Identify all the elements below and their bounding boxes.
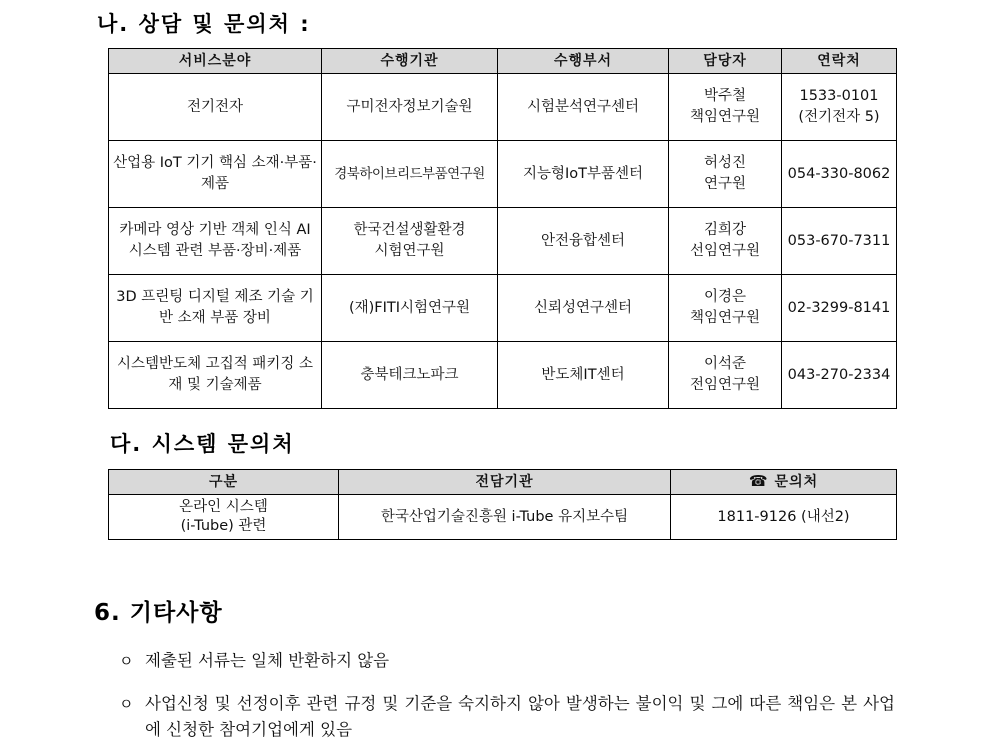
cell-organization: 한국건설생활환경 시험연구원 (322, 208, 498, 275)
cell-service-field: 카메라 영상 기반 객체 인식 AI 시스템 관련 부품·장비·제품 (109, 208, 322, 275)
cell-person: 이석준 전임연구원 (669, 342, 782, 409)
cell-department: 신뢰성연구센터 (498, 275, 669, 342)
section-heading-system-inquiry: 다. 시스템 문의처 (110, 432, 295, 456)
header-contact: 연락처 (782, 49, 897, 74)
system-inquiry-table (108, 469, 897, 540)
table-row (109, 74, 897, 141)
cell-service-field: 시스템반도체 고집적 패키징 소재 및 기술제품 (109, 342, 322, 409)
bullet-mark: ㅇ (119, 652, 134, 670)
bullet-text: 제출된 서류는 일체 반환하지 않음 (145, 651, 390, 670)
cell-service-field: 3D 프린팅 디지털 제조 기술 기반 소재 부품 장비 (109, 275, 322, 342)
section-heading-consultation: 나. 상담 및 문의처 : (97, 12, 311, 36)
section-heading-other-matters: 6. 기타사항 (94, 600, 223, 626)
header-person: 담당자 (669, 49, 782, 74)
header-inquiry (671, 470, 897, 495)
header-department: 수행부서 (498, 49, 669, 74)
cell-organization: 경북하이브리드부품연구원 (322, 141, 498, 208)
table-row (109, 275, 897, 342)
cell-category: 온라인 시스템 (i-Tube) 관련 (109, 495, 339, 540)
cell-contact: 053-670-7311 (782, 208, 897, 275)
bullet-mark: ㅇ (119, 695, 134, 713)
phone-icon: ☎ (748, 472, 769, 490)
header-inquiry-label: 문의처 (774, 474, 819, 490)
cell-organization: 충북테크노파크 (322, 342, 498, 409)
table-row (109, 495, 897, 540)
list-item (119, 648, 389, 674)
table-header-row (109, 49, 897, 74)
contact-table (108, 48, 897, 409)
table-row (109, 208, 897, 275)
header-service-field: 서비스분야 (109, 49, 322, 74)
cell-department: 시험분석연구센터 (498, 74, 669, 141)
cell-contact: 043-270-2334 (782, 342, 897, 409)
cell-organization: (재)FITI시험연구원 (322, 275, 498, 342)
cell-contact: 1811-9126 (내선2) (671, 495, 897, 540)
table-row (109, 141, 897, 208)
header-category: 구분 (109, 470, 339, 495)
header-agency: 전담기관 (339, 470, 671, 495)
list-item (119, 691, 899, 743)
table-row (109, 342, 897, 409)
cell-agency: 한국산업기술진흥원 i-Tube 유지보수팀 (339, 495, 671, 540)
cell-person: 이경은 책임연구원 (669, 275, 782, 342)
cell-person: 허성진 연구원 (669, 141, 782, 208)
bullet-text: 사업신청 및 선정이후 관련 규정 및 기준을 숙지하지 않아 발생하는 불이익 및 그에 따른 책임은 본 사업에 신청한 참여기업에게 있음 (145, 694, 895, 739)
header-organization: 수행기관 (322, 49, 498, 74)
cell-department: 반도체IT센터 (498, 342, 669, 409)
table-header-row (109, 470, 897, 495)
cell-contact: 02-3299-8141 (782, 275, 897, 342)
cell-department: 안전융합센터 (498, 208, 669, 275)
cell-person: 박주철 책임연구원 (669, 74, 782, 141)
cell-service-field: 전기전자 (109, 74, 322, 141)
cell-contact: 1533-0101 (전기전자 5) (782, 74, 897, 141)
cell-contact: 054-330-8062 (782, 141, 897, 208)
cell-organization: 구미전자정보기술원 (322, 74, 498, 141)
cell-person: 김희강 선임연구원 (669, 208, 782, 275)
cell-department: 지능형IoT부품센터 (498, 141, 669, 208)
cell-service-field: 산업용 IoT 기기 핵심 소재·부품·제품 (109, 141, 322, 208)
